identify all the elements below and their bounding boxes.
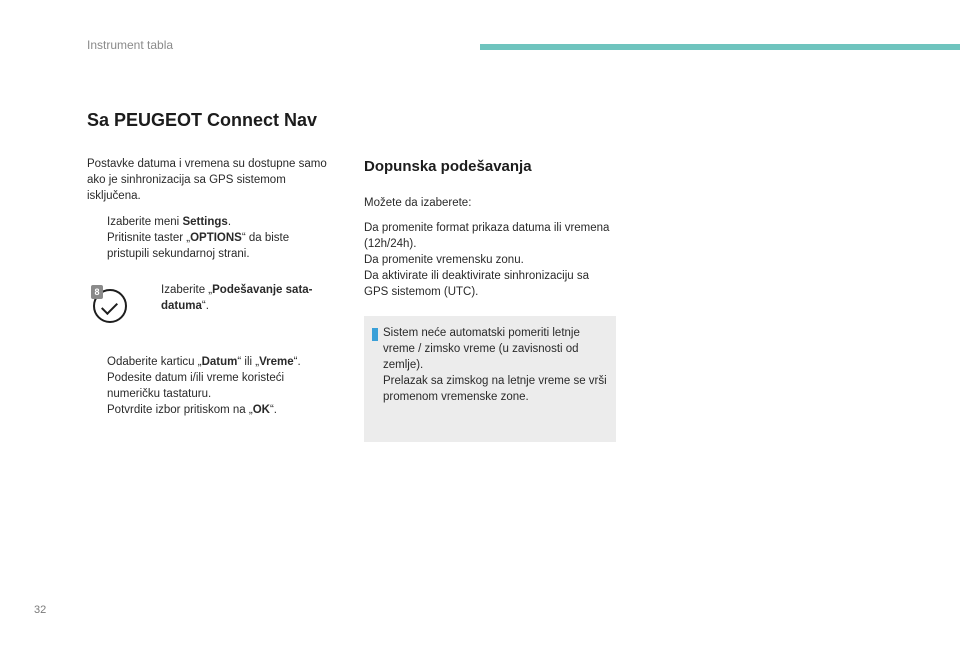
step-select-settings: Izaberite meni Settings. [107, 216, 232, 228]
date-keyword: Datum [201, 356, 238, 368]
info-note [364, 316, 616, 442]
step-number-badge: 8 [91, 285, 103, 299]
steps-group-2 [141, 282, 331, 314]
options-list [364, 220, 614, 300]
info-accent-icon [372, 328, 378, 341]
info-note-text [383, 325, 609, 405]
page-number: 32 [34, 604, 47, 616]
option-gps-sync: Da aktivirate ili deaktivirate sinhronizaciju sa GPS sistemom (UTC). [364, 270, 589, 298]
time-keyword: Vreme [259, 356, 294, 368]
step-press-options: Pritisnite taster „OPTIONS“ da biste pristupili sekundarnoj strani. [107, 232, 290, 260]
option-format: Da promenite format prikaza datuma ili vremena (12h/24h). [364, 222, 610, 250]
intro-text: Postavke datuma i vremena su dostupne samo ako je sinhronizacija sa GPS sistemom isključena. [87, 158, 327, 202]
lead-text: Možete da izaberete: [364, 197, 472, 209]
step-set-date-time: Podesite datum i/ili vreme koristeći numeričku tastaturu. [107, 372, 285, 400]
options-lead [364, 195, 614, 211]
section-accent-bar [480, 44, 960, 50]
step-choose-tab: Odaberite karticu „Datum“ ili „Vreme“. [107, 356, 301, 368]
steps-group-1 [87, 214, 327, 262]
section-title: Dopunska podešavanja [364, 158, 532, 175]
step-select-clock-date: Izaberite „Podešavanje sata-datuma“. [161, 284, 313, 312]
page-title: Sa PEUGEOT Connect Nav [87, 110, 318, 130]
steps-group-3 [87, 354, 332, 418]
section-header: Instrument tabla [87, 38, 174, 52]
note-line-1: Sistem neće automatski pomeriti letnje vreme / zimsko vreme (u zavisnosti od zemlje). [383, 327, 580, 371]
step-confirm: Potvrdite izbor pritiskom na „OK“. [107, 404, 277, 416]
option-timezone: Da promenite vremensku zonu. [364, 254, 524, 266]
options-keyword: OPTIONS [190, 232, 242, 244]
settings-keyword: Settings [182, 216, 228, 228]
intro-paragraph [87, 156, 337, 204]
note-line-2: Prelazak sa zimskog na letnje vreme se vrši promenom vremenske zone. [383, 375, 607, 403]
clock-date-keyword: Podešavanje sata-datuma [161, 284, 313, 312]
ok-keyword: OK [252, 404, 270, 416]
clock-settings-icon [93, 289, 129, 325]
